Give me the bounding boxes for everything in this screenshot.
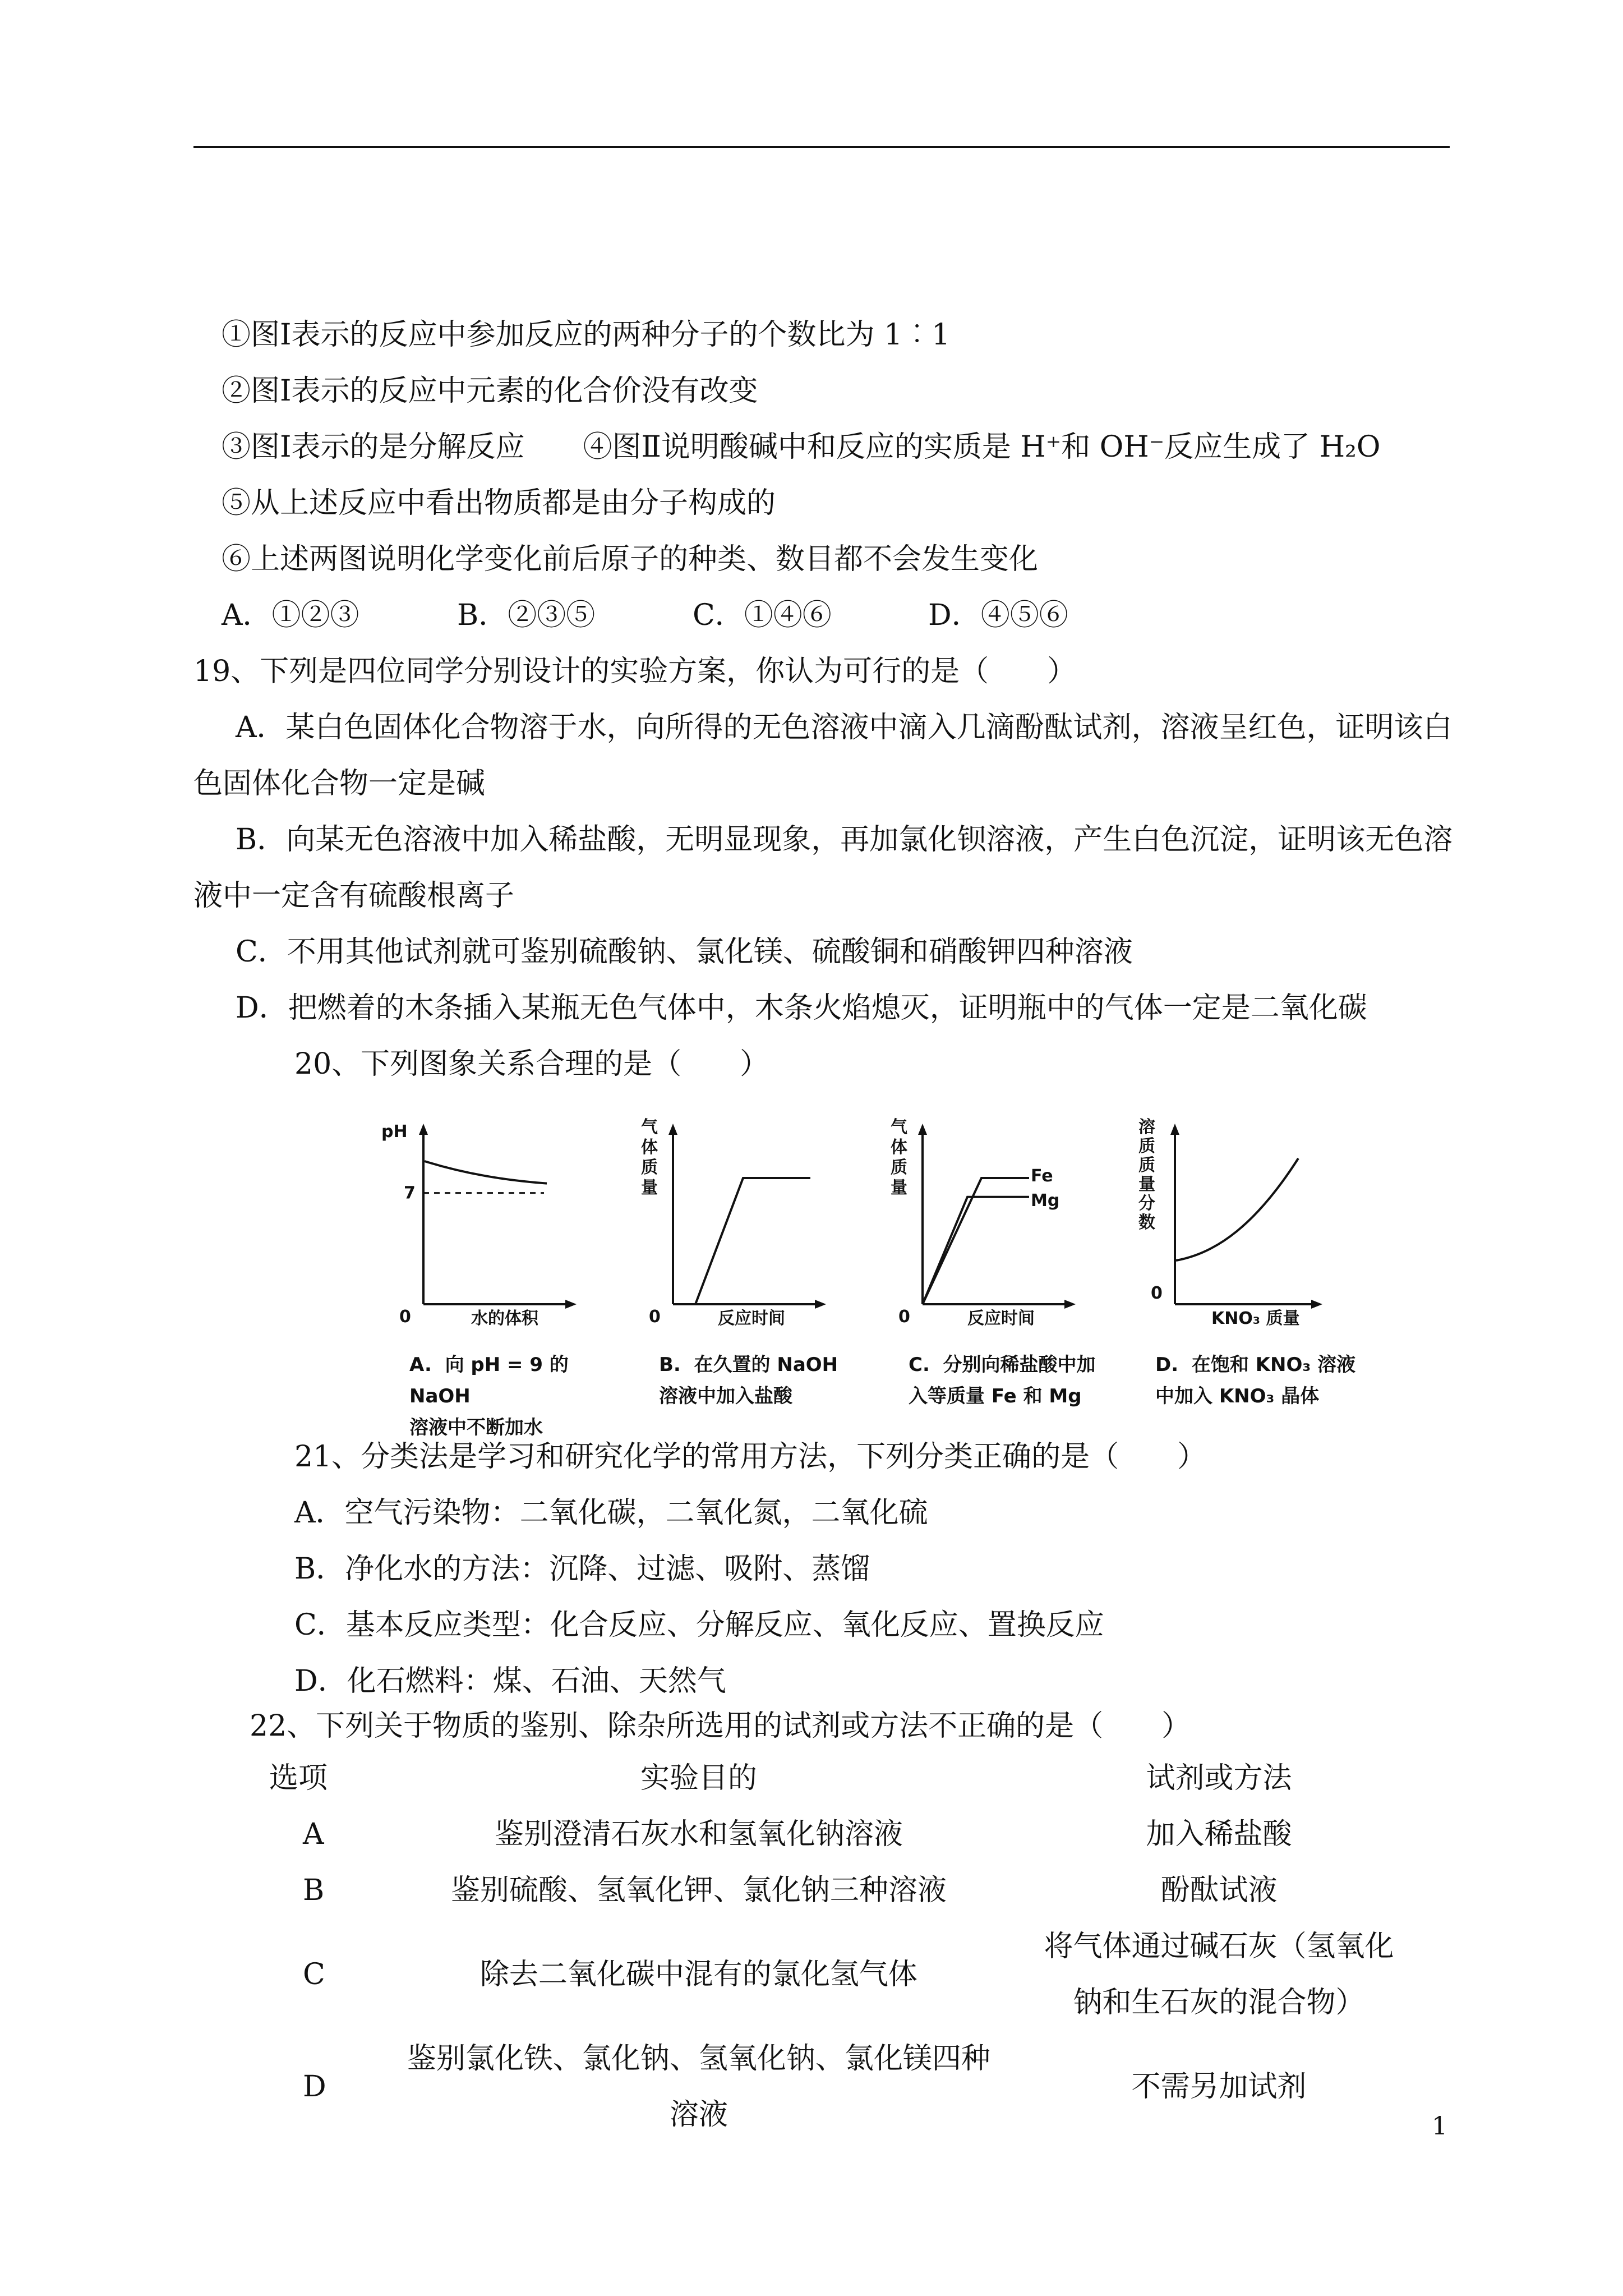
chart-d-x-arrow xyxy=(1311,1300,1322,1309)
chart-c-x-arrow xyxy=(1064,1300,1076,1309)
chart-b xyxy=(620,1114,855,1433)
q18-statement-3-4: ③图Ⅰ表示的是分解反应 ④图Ⅱ说明酸碱中和反应的实质是 H⁺和 OH⁻反应生成了 H₂O xyxy=(222,430,1381,464)
chart-c-plot xyxy=(869,1114,1105,1349)
chart-a-caption-line2: 溶液中不断加水 xyxy=(409,1416,543,1439)
chart-b-caption xyxy=(659,1349,861,1412)
chart-c-ylabel-2: 体 xyxy=(891,1138,907,1157)
chart-a-plot xyxy=(370,1114,606,1349)
q22-stem: 22、下列关于物质的鉴别、除杂所选用的试剂或方法不正确的是（ ） xyxy=(250,1709,1191,1743)
chart-c-caption-line1: 分别向稀盐酸中加 xyxy=(943,1354,1096,1376)
q22-header-goal: 实验目的 xyxy=(640,1761,757,1795)
q22-row-c-method-line2: 钠和生石灰的混合物） xyxy=(1073,1986,1365,2019)
chart-d-caption-letter: D. xyxy=(1155,1354,1179,1376)
chart-d-plot xyxy=(1116,1114,1352,1349)
q22-row-c-option: C xyxy=(303,1958,325,1991)
q22-row-a-method: 加入稀盐酸 xyxy=(1146,1818,1292,1851)
chart-a-caption-letter: A. xyxy=(409,1354,432,1376)
chart-b-ylabel-4: 量 xyxy=(641,1178,658,1198)
q19-option-c: C．不用其他试剂就可鉴别硫酸钠、氯化镁、硫酸铜和硝酸钾四种溶液 xyxy=(236,935,1133,969)
chart-d-caption-line2: 中加入 KNO₃ 晶体 xyxy=(1155,1385,1320,1407)
chart-c-label-mg: Mg xyxy=(1031,1190,1060,1211)
q19-stem: 19、下列是四位同学分别设计的实验方案，你认为可行的是（ ） xyxy=(193,655,1077,688)
header-rule xyxy=(193,146,1450,148)
chart-a xyxy=(370,1114,606,1439)
chart-a-ref-label: 7 xyxy=(404,1183,416,1203)
chart-b-caption-line2: 溶液中加入盐酸 xyxy=(659,1385,792,1407)
chart-b-ylabel-2: 体 xyxy=(641,1138,658,1157)
q22-row-d-goal: 鉴别氯化铁、氯化钠、氢氧化钠、氯化镁四种溶液 xyxy=(407,2042,990,2132)
chart-a-series-line xyxy=(425,1161,547,1184)
q18-statement-6: ⑥上述两图说明化学变化前后原子的种类、数目都不会发生变化 xyxy=(222,542,1039,576)
q21-stem: 21、分类法是学习和研究化学的常用方法，下列分类正确的是（ ） xyxy=(294,1440,1207,1474)
chart-b-caption-letter: B. xyxy=(659,1354,681,1376)
q18-option-a: A．①②③ xyxy=(222,599,359,632)
page-number: 1 xyxy=(1432,2112,1447,2141)
chart-c-xlabel: 反应时间 xyxy=(967,1309,1035,1328)
q22-row-c-goal: 除去二氧化碳中混有的氯化氢气体 xyxy=(479,1958,917,1991)
chart-b-ylabel-1: 气 xyxy=(641,1117,658,1137)
q18-statement-2: ②图Ⅰ表示的反应中元素的化合价没有改变 xyxy=(222,374,758,408)
chart-c-caption-line2: 入等质量 Fe 和 Mg xyxy=(909,1385,1082,1407)
q19-option-d: D．把燃着的木条插入某瓶无色气体中，木条火焰熄灭，证明瓶中的气体一定是二氧化碳 xyxy=(236,991,1367,1025)
chart-d-xlabel: KNO₃ 质量 xyxy=(1211,1309,1300,1328)
table-row xyxy=(264,1862,1441,1918)
q22-header-method: 试剂或方法 xyxy=(1146,1761,1292,1795)
chart-d-ylabel-5: 分 xyxy=(1138,1194,1155,1213)
q22-table-header xyxy=(264,1750,1441,1806)
chart-d xyxy=(1116,1114,1356,1433)
chart-d-ylabel-1: 溶 xyxy=(1138,1117,1155,1137)
q22-row-c-method xyxy=(997,1918,1441,2031)
q19-option-b-line2: 液中一定含有硫酸根离子 xyxy=(193,879,515,913)
chart-c-y-arrow xyxy=(918,1124,927,1135)
chart-d-y-arrow xyxy=(1170,1124,1179,1135)
chart-a-caption-line1: 向 pH = 9 的 NaOH xyxy=(409,1354,569,1407)
q21-option-c: C．基本反应类型：化合反应、分解反应、氧化反应、置换反应 xyxy=(294,1608,1104,1642)
q20-charts xyxy=(370,1114,1356,1439)
chart-b-plot xyxy=(620,1114,855,1349)
q21-option-b: B．净化水的方法：沉降、过滤、吸附、蒸馏 xyxy=(294,1552,870,1586)
q18-statement-1: ①图Ⅰ表示的反应中参加反应的两种分子的个数比为 1︰1 xyxy=(222,318,951,352)
q22-row-b-method: 酚酞试液 xyxy=(1160,1874,1278,1907)
chart-d-ylabel-4: 量 xyxy=(1138,1175,1155,1194)
chart-b-xlabel: 反应时间 xyxy=(718,1309,785,1328)
chart-b-ylabel-3: 质 xyxy=(641,1158,658,1177)
q18-option-b: B．②③⑤ xyxy=(457,599,596,632)
chart-b-series-line xyxy=(673,1178,810,1304)
chart-d-ylabel-6: 数 xyxy=(1138,1213,1155,1232)
chart-c-caption-letter: C. xyxy=(909,1354,930,1376)
table-row xyxy=(264,1918,1441,2031)
chart-c-label-fe: Fe xyxy=(1031,1166,1053,1186)
chart-d-ylabel-2: 质 xyxy=(1138,1137,1155,1156)
chart-d-origin: 0 xyxy=(1151,1283,1163,1303)
table-row xyxy=(264,1806,1441,1862)
q18-statement-5: ⑤从上述反应中看出物质都是由分子构成的 xyxy=(222,486,776,520)
chart-c-ylabel-3: 质 xyxy=(891,1158,907,1177)
q22-row-a-goal: 鉴别澄清石灰水和氢氧化钠溶液 xyxy=(494,1818,903,1851)
chart-b-x-arrow xyxy=(815,1300,826,1309)
chart-a-ylabel: pH xyxy=(381,1122,408,1142)
q21-option-a: A．空气污染物：二氧化碳，二氧化氮，二氧化硫 xyxy=(294,1496,928,1530)
chart-c xyxy=(869,1114,1105,1433)
q19-option-b-line1: B．向某无色溶液中加入稀盐酸，无明显现象，再加氯化钡溶液，产生白色沉淀，证明该无色溶 xyxy=(236,823,1453,857)
chart-d-caption-line1: 在饱和 KNO₃ 溶液 xyxy=(1191,1354,1356,1376)
chart-b-caption-line1: 在久置的 NaOH xyxy=(694,1354,838,1376)
chart-d-series-line xyxy=(1176,1158,1298,1260)
chart-d-ylabel-3: 质 xyxy=(1138,1156,1155,1175)
chart-d-caption xyxy=(1155,1349,1357,1412)
table-row xyxy=(264,2031,1441,2143)
chart-b-origin: 0 xyxy=(649,1307,661,1327)
chart-c-series-mg xyxy=(923,1197,1029,1304)
chart-c-origin: 0 xyxy=(898,1307,910,1327)
q22-row-b-option: B xyxy=(303,1874,325,1907)
chart-a-origin: 0 xyxy=(399,1307,411,1327)
chart-a-xlabel: 水的体积 xyxy=(471,1309,538,1328)
q18-option-d: D．④⑤⑥ xyxy=(928,599,1068,632)
chart-a-x-arrow xyxy=(565,1300,577,1309)
q22-row-a-option: A xyxy=(303,1818,324,1851)
chart-c-ylabel-1: 气 xyxy=(891,1117,907,1137)
q20-stem: 20、下列图象关系合理的是（ ） xyxy=(294,1047,769,1081)
q22-table xyxy=(264,1750,1441,2143)
q19-option-a-line1: A．某白色固体化合物溶于水，向所得的无色溶液中滴入几滴酚酞试剂，溶液呈红色，证明该白 xyxy=(236,711,1453,744)
q18-option-c: C．①④⑥ xyxy=(693,599,832,632)
chart-a-y-arrow xyxy=(419,1124,428,1135)
q19-option-a-line2: 色固体化合物一定是碱 xyxy=(193,767,486,800)
q18-options xyxy=(222,597,1068,633)
q22-row-d-option: D xyxy=(303,2070,326,2104)
chart-a-caption xyxy=(409,1349,611,1443)
chart-c-caption xyxy=(909,1349,1110,1412)
q22-header-option: 选项 xyxy=(269,1761,328,1795)
chart-b-y-arrow xyxy=(668,1124,677,1135)
q22-row-b-goal: 鉴别硫酸、氢氧化钾、氯化钠三种溶液 xyxy=(450,1874,947,1907)
chart-c-ylabel-4: 量 xyxy=(891,1178,907,1198)
q22-row-d-method: 不需另加试剂 xyxy=(1131,2070,1307,2104)
q22-row-c-method-line1: 将气体通过碱石灰（氢氧化 xyxy=(1044,1930,1394,1963)
q21-option-d: D．化石燃料：煤、石油、天然气 xyxy=(294,1664,726,1698)
